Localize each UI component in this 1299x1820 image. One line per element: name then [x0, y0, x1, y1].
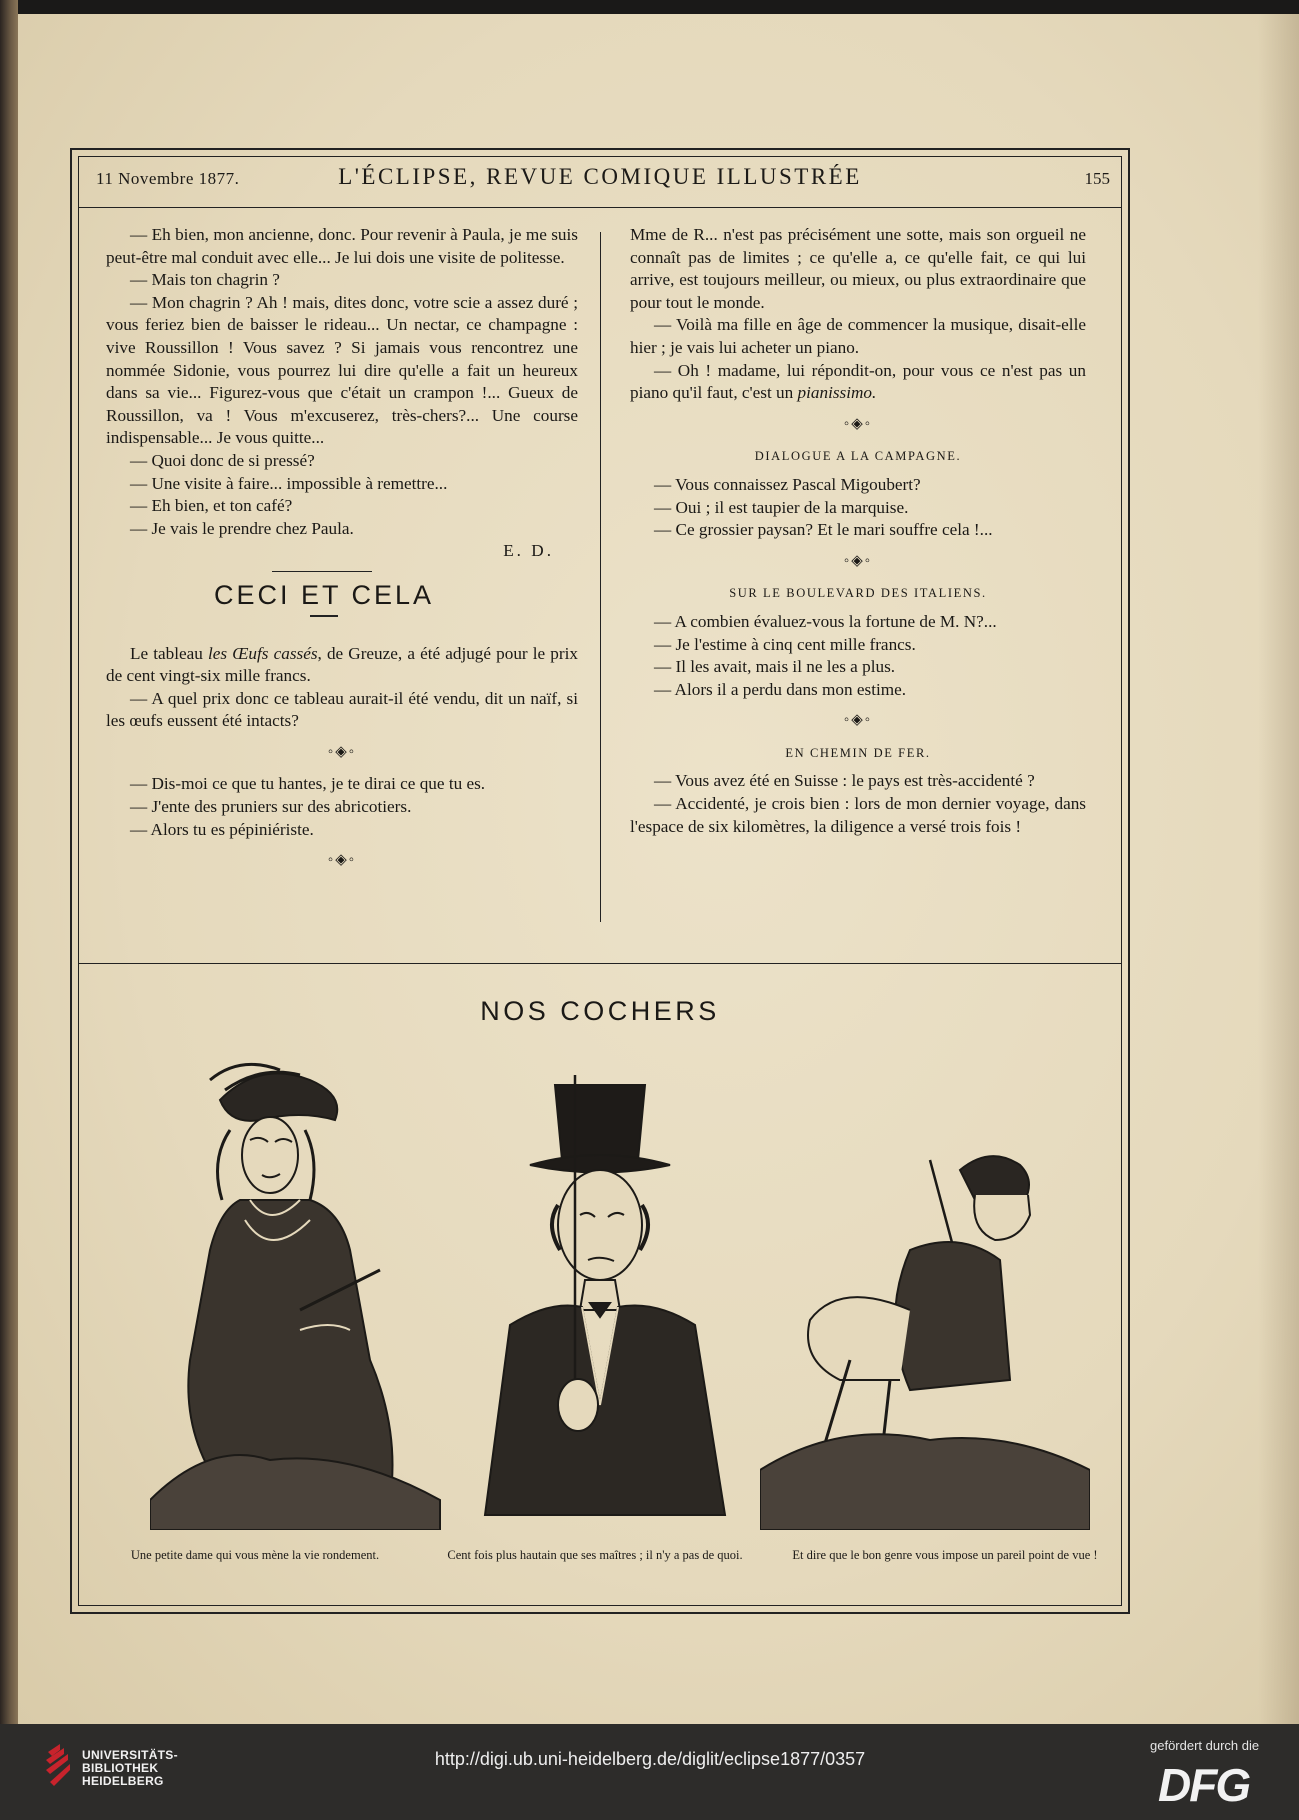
paragraph: — Accidenté, je crois bien : lors de mon dernier voyage, dans l'espace de six kilomètres, la diligence a versé trois fois !: [630, 794, 1086, 836]
left-column: [106, 224, 578, 882]
ornament-icon: ◦◈◦: [843, 552, 873, 569]
subheading: EN CHEMIN DE FER.: [785, 745, 931, 760]
paragraph: — A combien évaluez-vous la fortune de M. N?...: [654, 611, 997, 631]
ornament-icon: ◦◈◦: [327, 743, 357, 760]
subheading: DIALOGUE A LA CAMPAGNE.: [754, 449, 962, 464]
paragraph: — Mon chagrin ? Ah ! mais, dites donc, votre scie a assez duré ; vous feriez bien de baisser le rideau... Un nectar, ce champagne : vive Roussillon ! Vous savez ? Si jamais vous rencontrez une nommée Sidonie, vous pourrez lui dire qu'elle a fait un heureux dans sa vie... Figurez-vous que c'était un crampon !... Gueux de Roussillon, va ! Vous m'excuserez, très-chers?... Une course indispensable... Je vous quitte...: [106, 292, 578, 448]
caption-center: Cent fois plus hautain que ses maîtres ; il n'y a pas de quoi.: [447, 1548, 743, 1562]
right-column: [630, 224, 1086, 838]
header-page-number: 155: [1084, 169, 1110, 188]
caption-left: Une petite dame qui vous mène la vie rondement.: [130, 1548, 380, 1562]
section-title-dash: [310, 615, 338, 617]
subheading: SUR LE BOULEVARD DES ITALIENS.: [729, 586, 987, 601]
ornament-icon: ◦◈◦: [843, 415, 873, 432]
artwork-title: les Œufs cassés: [208, 643, 318, 663]
illustration-rule: [78, 963, 1122, 964]
caption-right: Et dire que le bon genre vous impose un pareil point de vue !: [792, 1548, 1098, 1562]
header-rule: [78, 207, 1122, 208]
ornament-icon: ◦◈◦: [843, 712, 873, 729]
paragraph: — Une visite à faire... impossible à remettre...: [130, 473, 448, 493]
signature: E. D.: [503, 541, 554, 561]
paragraph: — Alors il a perdu dans mon estime.: [654, 679, 907, 699]
paragraph: — Oh ! madame, lui répondit-on, pour vous ce n'est pas un piano qu'il faut, c'est un pianissimo.: [630, 360, 1086, 403]
paragraph: — Il les avait, mais il ne les a plus.: [654, 657, 896, 677]
header-date: 11 Novembre 1877.: [96, 169, 240, 188]
dfg-logo[interactable]: DFG: [1158, 1759, 1250, 1811]
university-library-name[interactable]: UNIVERSITÄTS- BIBLIOTHEK HEIDELBERG: [82, 1748, 178, 1788]
viewer-footer-bar: [0, 1724, 1299, 1820]
paragraph: Le tableau les Œufs cassés, de Greuze, a été adjugé pour le prix de cent vingt-six mille francs.: [106, 643, 578, 686]
paragraph: — Je l'estime à cinq cent mille francs.: [654, 634, 916, 654]
funding-label: gefördert durch die: [1150, 1738, 1260, 1753]
paragraph: — A quel prix donc ce tableau aurait-il été vendu, dit un naïf, si les œufs eussent été intacts?: [106, 688, 578, 731]
book-binding: [0, 0, 18, 1724]
paragraph: — Oui ; il est taupier de la marquise.: [654, 497, 909, 517]
paragraph: — Ce grossier paysan? Et le mari souffre cela !...: [654, 520, 993, 540]
paragraph: — Eh bien, et ton café?: [130, 496, 293, 516]
university-library-logo-icon[interactable]: [44, 1742, 74, 1788]
paragraph: — Vous avez été en Suisse : le pays est très-accidenté ?: [654, 771, 1035, 791]
paragraph: — Je vais le prendre chez Paula.: [130, 518, 354, 538]
paragraph: — Vous connaissez Pascal Migoubert?: [654, 474, 921, 494]
separator-rule: [272, 571, 372, 572]
paragraph: — Quoi donc de si pressé?: [130, 450, 315, 470]
ornament-icon: ◦◈◦: [327, 852, 357, 869]
section-title: CECI ET CELA: [213, 579, 435, 610]
illustration-title: NOS COCHERS: [480, 996, 720, 1026]
groom-illustration: [760, 1140, 1090, 1530]
paragraph: Mme de R... n'est pas précisément une sotte, mais son orgueil ne connaît pas de limites ; ce qu'elle a, ce qu'elle fait, ce qui lui arrive, est toujours meilleur, ou mieux, ou plus extraordinaire que pour tout le monde.: [630, 225, 1086, 312]
paragraph: — J'ente des pruniers sur des abricotiers.: [130, 797, 412, 817]
paragraph: — Voilà ma fille en âge de commencer la musique, disait-elle hier ; je vais lui acheter un piano.: [630, 315, 1086, 357]
pun-word: pianissimo.: [797, 383, 877, 403]
page-edge-shadow: [1258, 14, 1299, 1724]
lady-driver-illustration: [150, 1060, 450, 1530]
permalink-url[interactable]: http://digi.ub.uni-heidelberg.de/diglit/eclipse1877/0357: [434, 1749, 866, 1769]
paragraph: — Mais ton chagrin ?: [130, 270, 280, 290]
paragraph: — Dis-moi ce que tu hantes, je te dirai ce que tu es.: [130, 774, 486, 794]
paragraph: — Eh bien, mon ancienne, donc. Pour revenir à Paula, je me suis peut-être mal conduit avec elle... Je lui dois une visite de politesse.: [106, 225, 578, 267]
coachman-illustration: [470, 1075, 740, 1535]
column-divider: [600, 232, 601, 922]
paragraph: — Alors tu es pépiniériste.: [130, 819, 314, 839]
header-title: L'ÉCLIPSE, REVUE COMIQUE ILLUSTRÉE: [338, 164, 862, 189]
